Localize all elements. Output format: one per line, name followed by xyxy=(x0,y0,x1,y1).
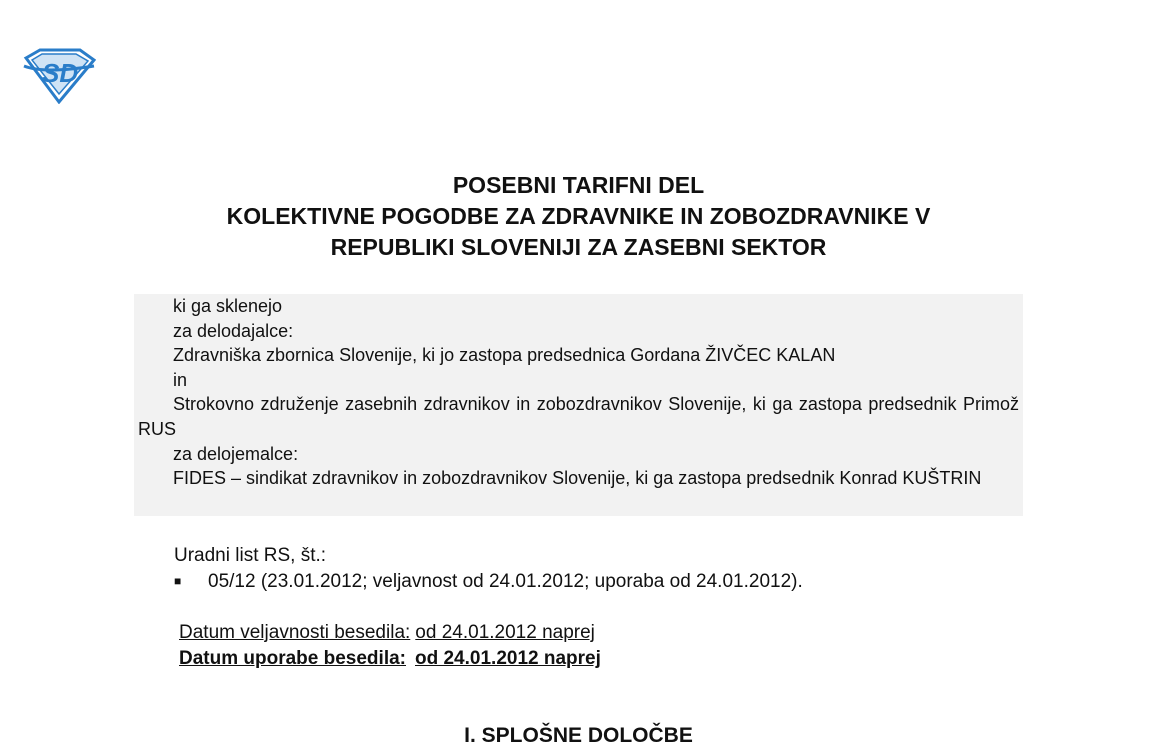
gazette-label: Uradni list RS, št.: xyxy=(174,545,327,566)
employer-2: Strokovno združenje zasebnih zdravnikov in zobozdravnikov Slovenije, ki ga zastopa predsednik Primož RUS xyxy=(138,394,1019,439)
employers-label: za delodajalce: xyxy=(173,320,294,341)
bullet-icon: ■ xyxy=(174,574,182,588)
employee-1: FIDES – sindikat zdravnikov in zobozdravnikov Slovenije, ki ga zastopa predsednik Konrad KUŠTRIN xyxy=(173,468,982,489)
conjunction: in xyxy=(173,369,188,390)
gazette-item xyxy=(174,569,803,594)
validity-date-row xyxy=(179,620,601,646)
use-date-value: od 24.01.2012 naprej xyxy=(415,648,601,669)
gazette-item-text: 05/12 (23.01.2012; veljavnost od 24.01.2012; uporaba od 24.01.2012). xyxy=(208,571,803,592)
title-line-2: KOLEKTIVNE POGODBE ZA ZDRAVNIKE IN ZOBOZDRAVNIKE V xyxy=(226,203,931,229)
document-title xyxy=(0,170,1157,263)
employees-label: za delojemalce: xyxy=(173,443,299,464)
validity-date-label: Datum veljavnosti besedila: xyxy=(179,622,411,643)
use-date-row xyxy=(179,646,601,672)
validity-date-value: od 24.01.2012 naprej xyxy=(415,622,595,643)
section-heading: I. SPLOŠNE DOLOČBE xyxy=(464,724,693,747)
title-line-3: REPUBLIKI SLOVENIJI ZA ZASEBNI SEKTOR xyxy=(330,234,827,260)
parties-box xyxy=(134,294,1023,516)
employer-1: Zdravniška zbornica Slovenije, ki jo zastopa predsednica Gordana ŽIVČEC KALAN xyxy=(173,345,836,366)
parties-intro: ki ga sklenejo xyxy=(173,296,283,316)
dates-block xyxy=(179,620,601,672)
sd-logo-icon xyxy=(22,48,96,104)
title-line-1: POSEBNI TARIFNI DEL xyxy=(452,172,705,198)
svg-text:SD: SD xyxy=(42,58,79,88)
use-date-label: Datum uporabe besedila: xyxy=(179,648,406,669)
